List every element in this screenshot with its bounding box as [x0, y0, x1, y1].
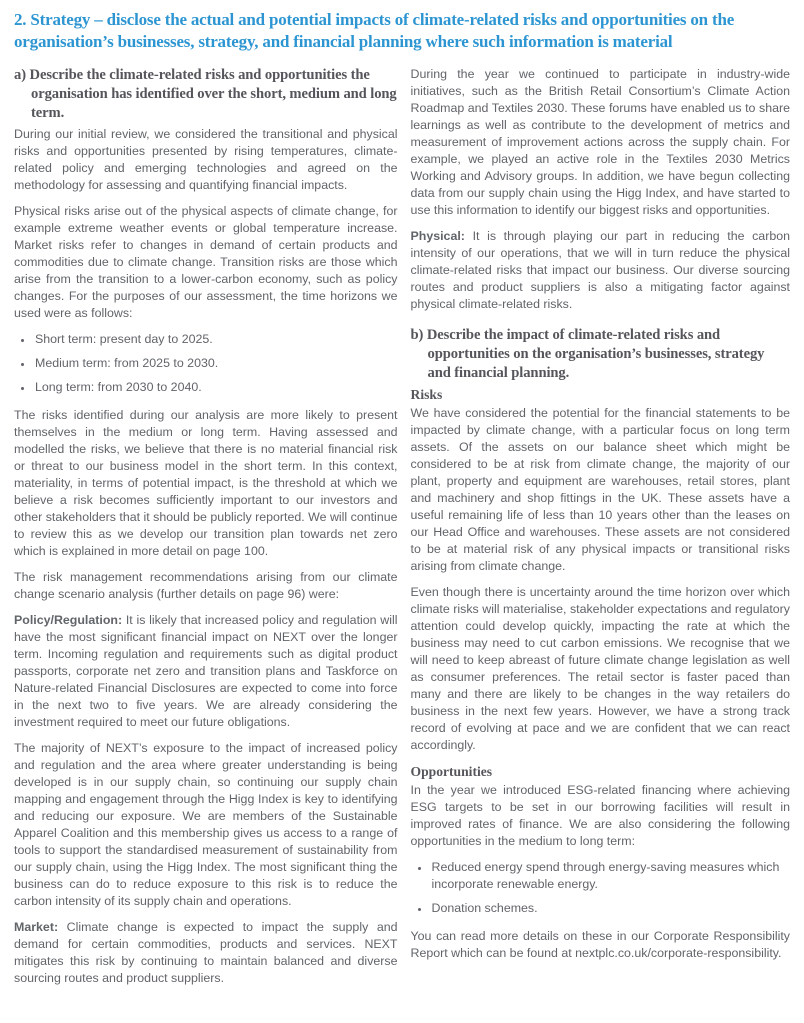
para-policy-regulation: [14, 612, 398, 731]
column-left: [14, 66, 398, 996]
para-uncertainty: Even though there is uncertainty around the time horizon over which climate risks will materialise, stakeholder expectations and regulatory attention could develop quickly, impacting the rate at which the business may need to cut carbon emissions. We recognise that we will need to keep abreast of future climate change legislation as well as consumer preferences. The retail sector is faster paced than many and there are likely to be changes in the way retailers do business in the next few years. However, we have a strong track record of evolving at pace and we are confident that we can react accordingly.: [410, 585, 790, 752]
para-risks-identified: The risks identified during our analysis are more likely to present themselves in the medium or long term. Having assessed and modelled the risks, we believe that there is no material financial risk or threat to our business model in the short term. In this context, materiality, in terms of potential impact, is the threshold at which we believe a risk becomes sufficiently important to our investors and other stakeholders that it should be publicly reported. We will continue to review this as we develop our transition plan towards net zero which is explained in more detail on page 100.: [14, 408, 398, 558]
para-physical: [411, 228, 791, 313]
para-industry-initiatives: During the year we continued to participate in industry-wide initiatives, such as the British Retail Consortium’s Climate Action Roadmap and Textiles 2030. These forums have enabled us to share learnings as well as contribute to the development of metrics and measurement of improvement actions across the supply chain. For example, we played an active role in the Textiles 2030 Metrics Working and Advisory groups. In addition, we have begun collecting data from our supply chain using the Higg Index, and have started to use this information to identify our biggest risks and opportunities.: [410, 67, 790, 217]
market-text: Climate change is expected to impact the supply and demand for certain commodities, products and services. NEXT mitigates this risk by continuing to maintain balanced and diverse sourcing routes and product suppliers.: [14, 920, 398, 985]
para-financial-statements: We have considered the potential for the financial statements to be impacted by climate change, with a particular focus on long term assets. Of the assets on our balance sheet which might be considered to be at risk from climate change, the majority of our plant, property and equipment are warehouses, retail stores, plant and machinery and shop fittings in the UK. These assets have a useful remaining life of less than 10 years other than the leases on our Head Office and warehouses. These assets are not considered to be at material risk of any physical impacts or transitional risks arising from climate change.: [410, 406, 790, 573]
policy-regulation-text: It is likely that increased policy and regulation will have the most significant financial impact on NEXT over the longer term. Incoming regulation and requirements such as digital product passports, corporate net zero and transition plans and Taskforce on Nature-related Financial Disclosures are expected to come into force in the next two to five years. We are already considering the investment required to meet our future obligations.: [14, 613, 398, 729]
list-item: • Long term: from 2030 to 2040.: [33, 379, 398, 396]
para-esg-financing: In the year we introduced ESG-related financing where achieving ESG targets to be set in our borrowing facilities will result in improved rates of finance. We are also considering the following opportunities in the medium to long term:: [410, 783, 790, 848]
list-item: • Reduced energy spend through energy-saving measures which incorporate renewable energy.: [430, 859, 791, 893]
page-title: 2. Strategy – disclose the actual and potential impacts of climate-related risks and opportunities on the organisation’s businesses, strategy, and financial planning where such information is material: [14, 10, 735, 51]
para-risk-management: The risk management recommendations arising from our climate change scenario analysis (further details on page 96) were:: [14, 570, 398, 601]
opportunities-list: [411, 859, 791, 917]
section-b-heading: b) Describe the impact of climate-related risks and opportunities on the organisation’s businesses, strategy and financial planning.: [410, 327, 765, 381]
list-item: • Donation schemes.: [430, 900, 791, 917]
para-physical-risks: Physical risks arise out of the physical aspects of climate change, for example extreme weather events or global temperature increase. Market risks refer to changes in demand of certain products and commodities due to climate change. Transition risks are those which arise from the transition to a lower-carbon economy, such as policy changes. For the purposes of our assessment, the time horizons we used were as follows:: [14, 204, 398, 320]
list-item: • Medium term: from 2025 to 2030.: [33, 355, 398, 372]
physical-text: It is through playing our part in reducing the carbon intensity of our operations, that we will in turn reduce the physical climate-related risks that impact our business. Our diverse sourcing routes and product suppliers is also a mitigating factor against physical climate-related risks.: [410, 229, 790, 311]
column-right: [411, 66, 791, 996]
para-initial-review: During our initial review, we considered the transitional and physical risks and opportunities presented by rising temperatures, climate-related policy and emerging technologies and agreed on the methodology for assessing and quantifying financial impacts.: [14, 127, 398, 192]
time-horizon-list: [14, 331, 398, 396]
market-lead: Market:: [14, 920, 59, 934]
opportunities-heading: Opportunities: [410, 764, 493, 779]
list-item: • Short term: present day to 2025.: [33, 331, 398, 348]
section-a-heading: a) Describe the climate-related risks and opportunities the organisation has identified over the short, medium and long term.: [14, 67, 397, 121]
physical-lead: Physical:: [410, 229, 465, 243]
para-corporate-responsibility: You can read more details on these in our Corporate Responsibility Report which can be found at nextplc.co.uk/corporate-responsibility.: [410, 929, 790, 960]
risks-heading: Risks: [410, 387, 443, 402]
policy-regulation-lead: Policy/Regulation:: [14, 613, 123, 627]
two-column-layout: [14, 66, 790, 996]
para-majority-exposure: The majority of NEXT’s exposure to the impact of increased policy and regulation and the area where greater understanding is being developed is in our supply chain, so continuing our supply chain mapping and engagement through the Higg Index is key to identifying and reducing our exposure. We are members of the Sustainable Apparel Coalition and this membership gives us access to a range of tools to support the standardised measurement of sustainability from our supply chain, using the Higg Index. The most significant thing the business can do to reduce exposure to this risk is to reduce the carbon intensity of its supply chain and operations.: [14, 741, 398, 908]
para-market: [14, 919, 398, 987]
